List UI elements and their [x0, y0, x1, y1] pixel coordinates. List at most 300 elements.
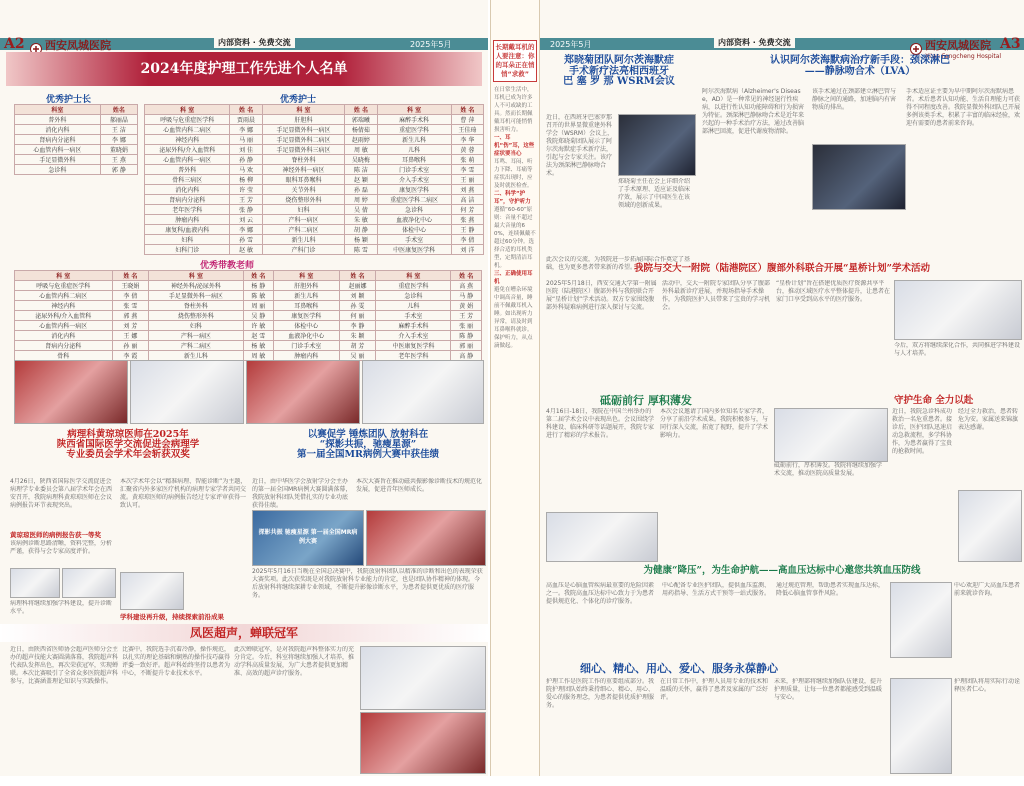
table-cell: 陈 雪: [345, 245, 377, 255]
table-row: [145, 245, 484, 255]
head-nurse-title: 优秀护士长: [46, 95, 92, 105]
table-cell: 心血管内科二病区: [145, 125, 230, 135]
table-cell: 科室: [15, 105, 101, 115]
table-cell: 科 室: [377, 105, 451, 115]
table-cell: 郭 丽: [451, 341, 482, 351]
service-photo: [890, 678, 952, 774]
table-cell: 周 敏: [243, 351, 274, 361]
table-row: [145, 135, 484, 145]
table-cell: 体检中心: [274, 321, 340, 331]
pathology-title-3: 专业委员会学术年会斩获双奖: [66, 448, 190, 460]
whet-body-3: 砥砺前行，厚积薄发。我院将继续加强学术交流，推动医院高质量发展。: [774, 462, 883, 477]
table-cell: 姓 名: [230, 105, 262, 115]
pathology-title-2: 陕西省国际医学交流促进会病理学: [56, 438, 200, 450]
table-header-row: [145, 105, 484, 115]
table-cell: 李 娜: [100, 135, 137, 145]
table-cell: 高 燕: [451, 281, 482, 291]
table-cell: 急诊科: [377, 205, 451, 215]
page-a3: [540, 0, 1024, 776]
table-cell: 郝丽晶: [100, 115, 137, 125]
table-cell: 急诊科: [15, 165, 101, 175]
service-body-4: 护理团队将用实际行动诠释医者仁心。: [954, 678, 1020, 693]
table-cell: 消化内科: [15, 331, 113, 341]
table-row: [145, 115, 484, 125]
table-cell: 科 室: [262, 105, 345, 115]
mr-headline: [250, 430, 486, 474]
table-row: [15, 291, 482, 301]
table-cell: 刘 洋: [451, 245, 483, 255]
lva-headline: [700, 56, 1020, 84]
table-cell: 肾病内分泌科: [15, 135, 101, 145]
table-cell: 王 丽: [451, 175, 483, 185]
table-cell: 老年医学科: [376, 351, 451, 361]
header-label-right: 内部资料 · 免费交流: [714, 37, 795, 48]
ultrasound-body-3: 此次蝉联冠军，是对我院超声科整体实力的充分肯定。今后，科室将继续加强人才培养，推动学科高质量发展，为广大患者提供更加精准、高效的超声诊疗服务。: [234, 646, 354, 677]
logo-name: 西安凤城医院: [45, 39, 111, 52]
table-cell: 重症医学科: [377, 125, 451, 135]
logo-name-right: 西安凤城医院: [925, 39, 991, 52]
whet-body-1: 4月16日-18日，我院在中国兰州举办的第二届学术会议中表现出色。会议围绕学科建设、临床科研等话题展开，我院专家进行了精彩的学术报告。: [546, 408, 655, 439]
table-cell: 康复医学科: [274, 311, 340, 321]
table-cell: 烧伤整形外科: [262, 195, 345, 205]
table-cell: 科 室: [149, 271, 243, 281]
table-cell: 张 丽: [451, 321, 482, 331]
table-cell: 中医康复医学科: [377, 245, 451, 255]
lva-photo: [812, 144, 906, 210]
table-cell: 赵 雪: [243, 331, 274, 341]
table-cell: 神经外科/泌尿外科: [149, 281, 243, 291]
table-cell: 吴 倩: [345, 205, 377, 215]
alz-title-1: 郑晓菊团队阿尔茨海默症: [564, 55, 674, 66]
mr-photo-caption: 探影共振 驰瘦星源 第一届全国MR病例大赛: [258, 529, 358, 545]
table-cell: 科 室: [274, 271, 340, 281]
table-cell: 姓 名: [345, 105, 377, 115]
table-cell: 肾病内分泌科: [145, 195, 230, 205]
logo-sub-right: Xi'an Fengcheng Hospital: [925, 53, 1002, 60]
table-cell: 高 静: [451, 351, 482, 361]
teacher-table: [14, 270, 482, 361]
pathology-headline: [8, 430, 248, 474]
table-row: [145, 175, 484, 185]
table-cell: 心血管内科二病区: [15, 291, 113, 301]
table-cell: 孙 静: [230, 155, 262, 165]
table-cell: 神经内科: [145, 135, 230, 145]
table-cell: 普外科: [145, 165, 230, 175]
page-number-right: A3: [1000, 36, 1021, 52]
pressure-body-1: 高血压是心脑血管疾病最重要的危险因素之一。我院高血压达标中心致力于为患者提供规范化、个体化的诊疗服务。: [546, 582, 655, 605]
service-body-1: 护理工作是医院工作的重要组成部分。我院护理团队始终秉持细心、精心、用心、爱心的服务理念，为患者提供优质护理服务。: [546, 678, 655, 709]
pressure-body-4: 中心欢迎广大高血压患者前来就诊咨询。: [954, 582, 1020, 597]
table-cell: 姓名: [100, 105, 137, 115]
pathology-photo-2: [62, 568, 116, 598]
table-cell: 手术室: [377, 235, 451, 245]
table-cell: 介入手术室: [376, 331, 451, 341]
table-cell: 手足显微外科一病区: [262, 125, 345, 135]
table-cell: 李 倩: [451, 235, 483, 245]
table-cell: 张 萌: [451, 155, 483, 165]
issue-date-right: 2025年5月: [550, 40, 592, 49]
table-cell: 吴 静: [243, 311, 274, 321]
table-cell: 周 丽: [243, 301, 274, 311]
table-cell: 介入手术室: [377, 175, 451, 185]
table-cell: 赵 敏: [230, 245, 262, 255]
ultrasound-photo-2: [360, 712, 486, 774]
table-cell: 郭瑞曦: [345, 115, 377, 125]
pressure-body-2: 中心配备专业医护团队，提供血压监测、用药指导、生活方式干预等一站式服务。: [662, 582, 771, 597]
table-cell: 脊柱外科: [262, 155, 345, 165]
table-cell: 妇科: [149, 321, 243, 331]
table-cell: 郭 静: [100, 165, 137, 175]
table-cell: 黄 娟: [451, 301, 482, 311]
sidebar-h2: 二、科学“护耳”，守护听力: [494, 191, 531, 205]
table-cell: 张 雪: [112, 301, 149, 311]
table-cell: 贾雨晨: [230, 115, 262, 125]
table-cell: 泌尿外科/介入血管科: [145, 145, 230, 155]
pathology-body-4: 病理科将继续加强学科建设，提升诊断水平。: [10, 600, 113, 615]
whet-photo-2: [774, 408, 888, 462]
page-a2: [0, 0, 488, 776]
table-row: [15, 135, 138, 145]
table-cell: 心血管内科一病区: [145, 155, 230, 165]
sidebar-h1: 一、耳机“伤”耳，这些症状要当心: [494, 135, 535, 157]
star-body-3: “星桥计划”旨在搭建优质医疗资源共享平台，推动区域医疗水平整体提升，让患者在家门口享受到高水平的医疗服务。: [776, 280, 890, 303]
mr-title-3: 第一届全国MR病例大赛中获佳绩: [297, 448, 439, 460]
table-cell: 妇科: [145, 235, 230, 245]
table-cell: 科 室: [376, 271, 451, 281]
table-cell: 手术室: [376, 311, 451, 321]
table-cell: 许 莹: [230, 185, 262, 195]
table-cell: 肿瘤内科: [145, 215, 230, 225]
table-cell: 李 雪: [451, 165, 483, 175]
table-cell: 孙 雯: [339, 301, 376, 311]
table-cell: 手足显微外科一病区: [149, 291, 243, 301]
table-row: [15, 311, 482, 321]
table-row: [145, 215, 484, 225]
table-cell: 重症医学科: [376, 281, 451, 291]
mr-body-1: 近日，由中华医学会放射学分会主办的第一届全国MR病例大赛圆满落幕，我院放射科团队凭借扎实的专业功底获得佳绩。: [252, 478, 352, 508]
table-cell: 胡 静: [345, 225, 377, 235]
pathology-photo-1: [10, 568, 60, 598]
table-row: [15, 281, 482, 291]
table-cell: 呼吸与危重症医学科: [15, 281, 113, 291]
table-cell: 科 室: [15, 271, 113, 281]
banner: [6, 52, 482, 86]
table-cell: 门诊手术室: [274, 341, 340, 351]
table-cell: 急诊科: [376, 291, 451, 301]
table-cell: 李 娜: [230, 225, 262, 235]
star-band: [540, 262, 1024, 276]
table-cell: 刘 燕: [451, 185, 483, 195]
guard-title: 守护生命 全力以赴: [894, 395, 974, 406]
banner-title: 2024年度护理工作先进个人名单: [140, 61, 348, 77]
alz-body-1: 近日，在西班牙巴塞罗那召开的世界显微重建外科学会（WSRM）会议上，我院郑晓菊团队展示了阿尔茨海默症手术新疗法，引起与会专家关注。该疗法为颈深淋巴静脉吻合术。: [546, 114, 614, 177]
table-row: [15, 115, 138, 125]
table-cell: 心血管内科一病区: [15, 145, 101, 155]
table-cell: 重症医学科二病区: [377, 195, 451, 205]
table-cell: 马 静: [451, 291, 482, 301]
issue-date: 2025年5月: [410, 40, 452, 49]
service-body-2: 在日常工作中，护理人员用专业的技术和温暖的关怀，赢得了患者及家属的广泛好评。: [660, 678, 769, 701]
table-cell: 体检中心: [377, 225, 451, 235]
group-photo-1: [14, 360, 128, 424]
table-cell: 许 敏: [243, 321, 274, 331]
header-label: 内部资料 · 免费交流: [214, 37, 295, 48]
star-title: 我院与交大一附院（陆港院区）腹部外科联合开展“星桥计划”学术活动: [634, 263, 930, 274]
table-cell: 郭 燕: [112, 311, 149, 321]
table-row: [145, 225, 484, 235]
table-cell: 康复医学科: [377, 185, 451, 195]
table-cell: 肝胆科: [262, 115, 345, 125]
table-cell: 消化内科: [145, 185, 230, 195]
health-sidebar: [490, 0, 540, 776]
table-cell: 神经外科一病区: [262, 165, 345, 175]
pathology-title-1: 病理科黄琼琼医师在2025年: [67, 429, 189, 440]
table-cell: 王 洁: [100, 125, 137, 135]
table-cell: 董晓娟: [100, 145, 137, 155]
table-row: [145, 125, 484, 135]
table-cell: 消化内科: [15, 125, 101, 135]
hospital-logo-icon: [910, 43, 922, 55]
table-row: [145, 185, 484, 195]
table-cell: 麻醉手术科: [376, 321, 451, 331]
table-row: [145, 205, 484, 215]
table-row: [145, 235, 484, 245]
table-cell: 杨 敏: [243, 341, 274, 351]
head-nurse-table: [14, 104, 138, 175]
table-cell: 何 芳: [451, 205, 483, 215]
table-header-row: [15, 271, 482, 281]
table-row: [15, 125, 138, 135]
pathology-body-2: 本次学术年会以“精准病理、智能诊断”为主题，汇聚省内外多家医疗机构的病理专家学者共同交流。黄琼琼医师的病例报告经过专家评审获得一致认可。: [120, 478, 247, 509]
mr-title-1: 以赛促学 锤炼团队 放射科在: [307, 429, 429, 440]
table-cell: 朱 颖: [339, 331, 376, 341]
table-cell: 门诊手术室: [377, 165, 451, 175]
teacher-title: 优秀带教老师: [200, 261, 255, 271]
alz-body-3: 此次会议的交流，为我院进一步拓展国际合作奠定了基础，也为更多患者带来新的希望。: [546, 256, 691, 271]
table-cell: 朱 敏: [345, 215, 377, 225]
mr-photo-2: [366, 510, 486, 566]
star-body-2: 活动中，交大一附院专家团队分享了腹部外科最新诊疗进展，并现场指导手术操作，为我院医护人员带来了宝贵的学习机会。: [662, 280, 771, 311]
table-cell: 神经内科: [15, 301, 113, 311]
table-cell: 产科二病区: [149, 341, 243, 351]
table-cell: 陈 静: [451, 331, 482, 341]
table-cell: 产科一病区: [149, 331, 243, 341]
mr-photo-1: [252, 510, 364, 566]
table-cell: 老年医学科: [145, 205, 230, 215]
lva-body-2: 该手术通过在颈部建立淋巴管与静脉之间的通路，加速脑内有害物质的排出。: [812, 88, 897, 111]
table-cell: 杨倩茹: [345, 125, 377, 135]
table-cell: 赵丽娜: [339, 281, 376, 291]
table-cell: 中医康复医学科: [376, 341, 451, 351]
group-photo-4: [362, 360, 484, 424]
table-cell: 张 燕: [451, 215, 483, 225]
table-cell: 杨 静: [243, 281, 274, 291]
mr-title-2: “探影共振，驰瘦星源”: [319, 438, 417, 450]
table-cell: 新生儿科: [274, 291, 340, 301]
table-cell: 关节外科: [262, 185, 345, 195]
table-cell: 李 娜: [230, 125, 262, 135]
table-cell: 杨 颖: [345, 235, 377, 245]
guard-photo: [958, 490, 1022, 562]
table-cell: 陈 敏: [243, 291, 274, 301]
table-cell: 黄 蓉: [451, 145, 483, 155]
pathology-subhead-2: 学科建设再升级，持续探索前沿成果: [120, 613, 224, 621]
table-row: [145, 165, 484, 175]
nurse-title: 优秀护士: [280, 95, 317, 105]
star-photo: [894, 280, 1022, 340]
table-cell: 周 婷: [345, 195, 377, 205]
group-photo-2: [130, 360, 244, 424]
table-cell: 李 霞: [112, 351, 149, 361]
pressure-title: 为健康“降压”，为生命护航——高血压达标中心邀您共筑血压防线: [643, 565, 921, 576]
table-cell: 杨 柳: [230, 175, 262, 185]
table-cell: 肝胆外科: [274, 281, 340, 291]
table-cell: 王 芳: [451, 311, 482, 321]
nurse-table: [144, 104, 484, 255]
table-cell: 高 洁: [451, 195, 483, 205]
mr-body-2: 本次大赛旨在推动磁共振影像诊断技术的规范化发展，促进青年医师成长。: [356, 478, 483, 493]
table-cell: 普外科: [15, 115, 101, 125]
table-cell: 孙 磊: [345, 185, 377, 195]
ultrasound-title: 凤医超声，蝉联冠军: [189, 626, 298, 640]
table-row: [15, 331, 482, 341]
table-cell: 孙 雪: [230, 235, 262, 245]
table-cell: 王 芳: [230, 195, 262, 205]
page-number: A2: [4, 36, 25, 52]
table-cell: 王佳琦: [451, 125, 483, 135]
table-cell: 刘 芳: [112, 321, 149, 331]
table-cell: 吴晓梅: [345, 155, 377, 165]
pathology-body-3: 该病例诊断思路清晰，资料完整，分析严谨，获得与会专家高度评价。: [10, 540, 113, 555]
table-row: [15, 165, 138, 175]
table-cell: 姓 名: [339, 271, 376, 281]
table-cell: 产科一病区: [262, 215, 345, 225]
table-row: [145, 145, 484, 155]
table-cell: 刘 佳: [230, 145, 262, 155]
table-cell: 耳鼻喉科: [274, 301, 340, 311]
table-cell: 陈 洁: [345, 165, 377, 175]
table-cell: 脊柱外科: [149, 301, 243, 311]
pathology-photo-3: [120, 572, 184, 610]
alz-body-2: 郑晓菊主任在会上详细介绍了手术原理、适应证及临床疗效，展示了中国医生在该领域的创新成果。: [618, 178, 691, 209]
table-cell: 周 敏: [345, 145, 377, 155]
table-cell: 张 静: [230, 205, 262, 215]
table-cell: 李 倩: [112, 291, 149, 301]
sidebar-body: 在日常生活中，耳机已成为许多人不可或缺的工具。然而长期佩戴耳机可能悄悄损害听力。 一、耳机“伤”耳，这些症状要当心 耳鸣、耳闷、听力下降、耳痛等症状出现时，应及时就医检查。 二、科学“护耳”，守护听力 遵循“60-60”原则：音量不超过最大音量的60%，连续佩戴不超过60分钟。选择合适的耳机类型，定期清洁耳机。 三、正确使用耳机 避免在嘈杂环境中调高音量，睡前不佩戴耳机入睡。如出现听力异常，请及时到耳鼻喉科就诊。保护听力，从点滴做起。: [494, 87, 536, 349]
ultrasound-body-1: 近日，由陕西省医师协会超声医师分会主办的超声技能大赛圆满落幕，我院超声科代表队发挥出色，再次荣获冠军，实现蝉联。本次比赛吸引了全省众多医院超声科参与，比赛涵盖理论知识与实践操作。: [10, 646, 118, 685]
whet-photo-1: [546, 512, 658, 562]
table-cell: 新生儿科: [262, 235, 345, 245]
lva-body-3: 手术适应证主要为早中期阿尔茨海默病患者。术后患者认知功能、生活自理能力可获得不同程度改善。我院显微外科团队已开展多例该类手术，积累了丰富的临床经验，欢迎有需要的患者前来咨询。: [906, 88, 1020, 127]
table-cell: 血液净化中心: [274, 331, 340, 341]
table-cell: 马 丽: [230, 135, 262, 145]
table-cell: 王 静: [451, 225, 483, 235]
table-row: [15, 301, 482, 311]
pressure-photo-1: [890, 582, 952, 658]
alz-title-3: 巴 塞 罗 那 WSRM会议: [563, 76, 675, 87]
table-cell: 儿科: [377, 145, 451, 155]
table-cell: 何 丽: [339, 311, 376, 321]
table-cell: 手足显微外科二病区: [262, 135, 345, 145]
table-cell: 王 燕: [100, 155, 137, 165]
table-cell: 李 华: [451, 135, 483, 145]
table-header-row: [15, 105, 138, 115]
table-cell: 骨科三病区: [145, 175, 230, 185]
table-cell: 骨科: [15, 351, 113, 361]
table-row: [145, 155, 484, 165]
table-cell: 孙 丽: [112, 341, 149, 351]
table-cell: 王晓娟: [112, 281, 149, 291]
whet-body-2: 本次会议邀请了国内多位知名专家学者，分享了前沿学术成果。我院积极参与，与同行深入交流，拓宽了视野，提升了学术影响力。: [660, 408, 769, 439]
guard-body-1: 近日，我院急诊科成功救治一名危重患者。接诊后，医护团队迅速启动急救流程，多学科协作，为患者赢得了宝贵的抢救时间。: [892, 408, 953, 455]
table-cell: 血液净化中心: [377, 215, 451, 225]
alz-headline: [544, 56, 694, 112]
pathology-body-1: 4月26日，陕西省国际医学交流促进会病理学专业委员会第八届学术年会在西安召开，我院病理科黄琼琼医师在会议病例报告环节表现突出。: [10, 478, 113, 509]
guard-body-2: 经过全力救治，患者转危为安。家属送来锦旗表达感谢。: [958, 408, 1019, 431]
table-cell: 儿科: [376, 301, 451, 311]
table-cell: 姓 名: [451, 105, 483, 115]
table-cell: 烧伤整形外科: [149, 311, 243, 321]
table-cell: 姓 名: [243, 271, 274, 281]
table-row: [15, 341, 482, 351]
table-cell: 妇科门诊: [145, 245, 230, 255]
table-cell: 康复科/血液内科: [145, 225, 230, 235]
alz-photo: [618, 114, 696, 176]
pressure-band: [540, 564, 1024, 578]
table-cell: 马 欢: [230, 165, 262, 175]
table-cell: 姓 名: [112, 271, 149, 281]
table-cell: 胡 芳: [339, 341, 376, 351]
table-cell: 科 室: [145, 105, 230, 115]
sidebar-h3: 三、正确使用耳机: [494, 271, 533, 285]
table-row: [15, 351, 482, 361]
lva-title-2: ——静脉吻合术（LVA）: [804, 65, 916, 77]
pressure-body-3: 通过规范管理，帮助患者实现血压达标，降低心脑血管事件风险。: [776, 582, 885, 597]
alz-title-2: 手术新疗法亮相西班牙: [569, 65, 669, 77]
table-cell: 产科二病区: [262, 225, 345, 235]
table-cell: 王 娜: [112, 331, 149, 341]
star-body-4: 今后，双方将继续深化合作，共同推进学科建设与人才培养。: [894, 342, 1020, 357]
table-cell: 麻醉手术科: [377, 115, 451, 125]
table-cell: 手足显微外科: [15, 155, 101, 165]
sidebar-title: 长期戴耳机的人要注意：你的耳朵正在悄悄“求救”: [493, 40, 537, 82]
ultrasound-photo-1: [360, 646, 486, 710]
table-cell: 耳鼻喉科: [377, 155, 451, 165]
table-cell: 妇科: [262, 205, 345, 215]
mr-body-3: 2025年5月16日当晚在全国总决赛中，我院放射科团队以精准的诊断和出色的表现荣获大赛奖项。此次获奖既是对我院放射科专业能力的肯定，也是团队协作精神的体现。今后放射科将继续深耕专业领域，不断提升影像诊断水平，为患者提供更优质的医疗服务。: [252, 568, 483, 599]
table-cell: 李 静: [339, 321, 376, 331]
star-body-1: 2025年5月18日，西安交通大学第一附属医院（陆港院区）腹部外科与我院联合开展“星桥计划”学术活动。双方专家围绕腹部外科疑难病例进行深入探讨与交流。: [546, 280, 657, 311]
table-cell: 赵 颖: [345, 175, 377, 185]
ultrasound-body-2: 比赛中，我院选手沉着冷静，操作规范，以扎实的理论基础和娴熟的操作技巧赢得评委一致好评。超声科始终坚持以患者为中心，不断提升专业技术水平。: [122, 646, 230, 677]
table-cell: 心血管内科一病区: [15, 321, 113, 331]
table-cell: 姓 名: [451, 271, 482, 281]
table-cell: 新生儿科: [149, 351, 243, 361]
service-body-3: 未来，护理部将继续加强队伍建设，提升护理质量，让每一位患者都能感受到温暖与安心。: [774, 678, 883, 701]
table-cell: 呼吸与危重症医学科: [145, 115, 230, 125]
table-cell: 产科门诊: [262, 245, 345, 255]
table-row: [15, 321, 482, 331]
ultrasound-band: [0, 624, 488, 642]
lva-title-1: 认识阿尔茨海默病治疗新手段：颈深淋巴: [770, 55, 950, 66]
table-cell: 刘 颖: [339, 291, 376, 301]
table-cell: 肾病内分泌科: [15, 341, 113, 351]
table-cell: 新生儿科: [377, 135, 451, 145]
table-cell: 眼科耳鼻喉科: [262, 175, 345, 185]
table-cell: 曹 萍: [451, 115, 483, 125]
lva-body-1: 阿尔茨海默病（Alzheimer's Disease，AD）是一种常见的神经退行性疾病，以进行性认知功能障碍和行为损害为特征。颈深淋巴静脉吻合术是近年来兴起的一种手术治疗方法，通过改善脑部淋巴回流，促进代谢废物清除。: [702, 88, 805, 135]
table-row: [145, 195, 484, 205]
